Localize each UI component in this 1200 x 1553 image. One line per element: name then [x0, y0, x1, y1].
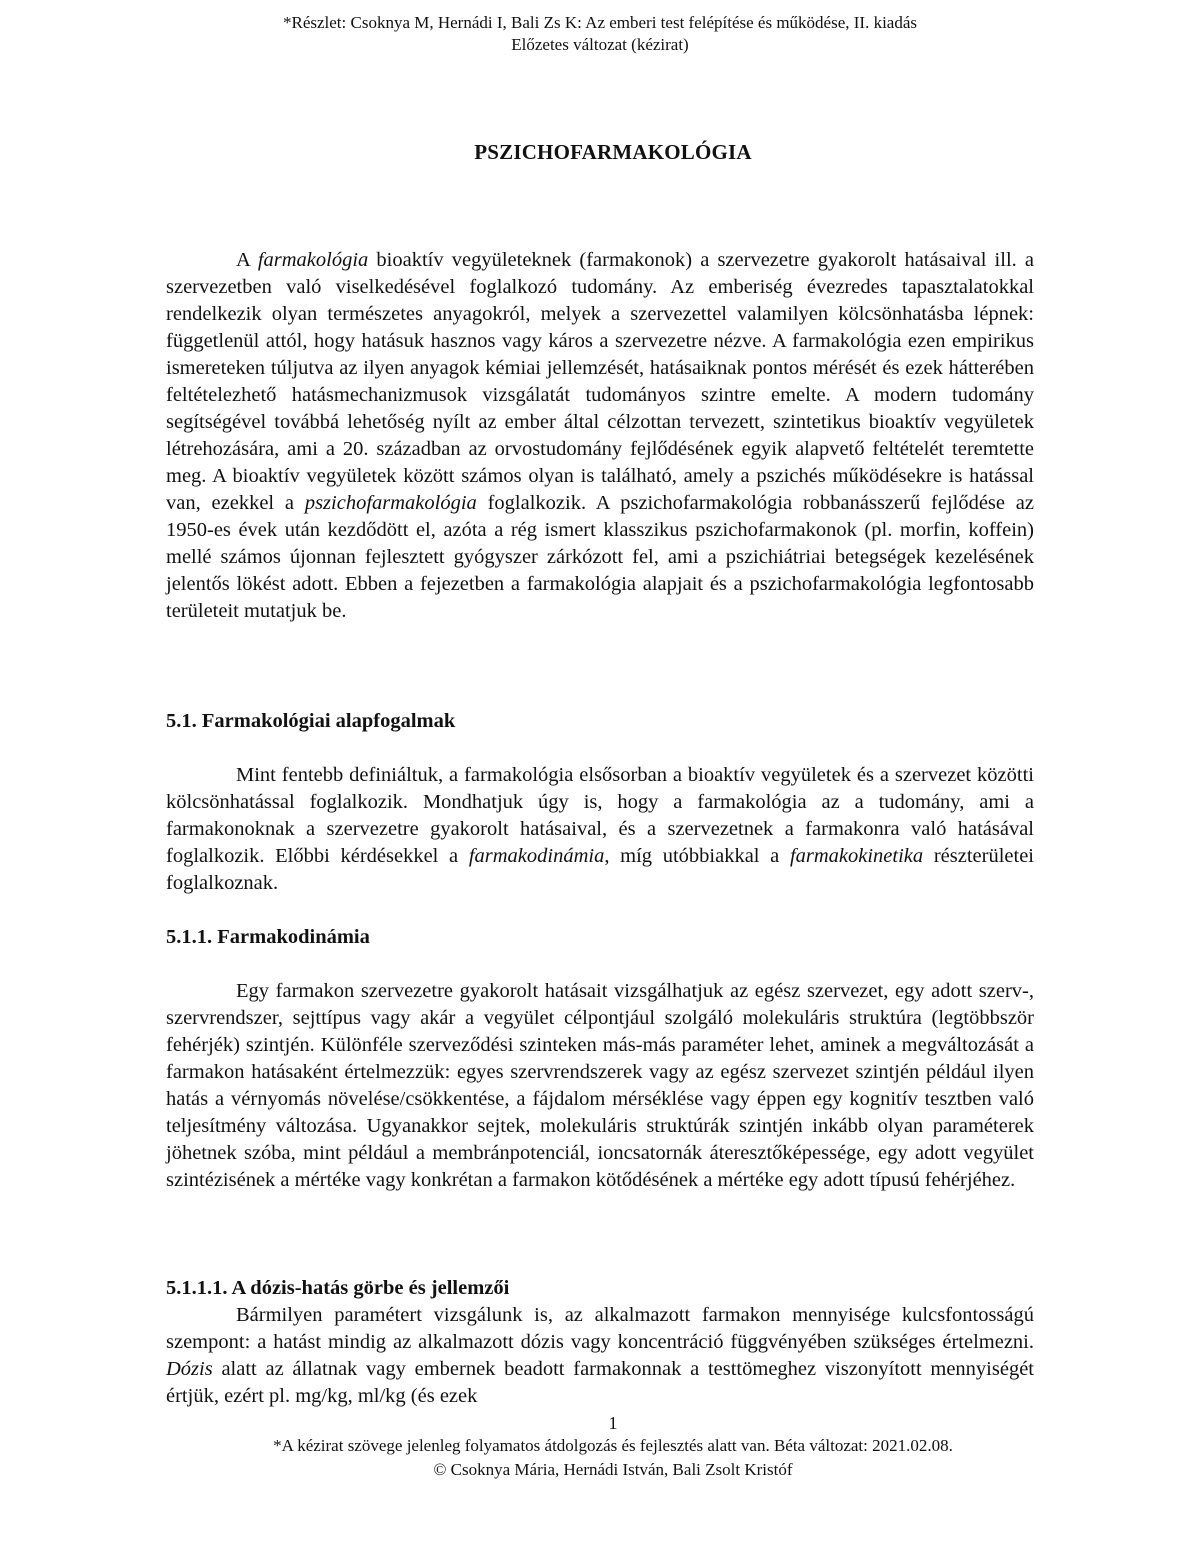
section-5-1-1-1-paragraph [166, 1302, 1034, 1410]
intro-text-3: foglalkozik. A pszichofarmakológia robbanásszerű fejlődése az 1950-es évek után kezdődött el, azóta a rég ismert klasszikus pszichofarmakonok (pl. morfin, koffein) mellé számos újonnan fejlesztett gyógyszer zárkózott fel, ami a pszichiátriai betegségek kezelésének jelentős lökést adott. Ebben a fejezetben a farmakológia alapjait és a pszichofarmakológia legfontosabb területeit mutatjuk be. [166, 492, 1034, 622]
header-version: Előzetes változat (kézirat) [511, 35, 689, 54]
section-5-1-1-1 [166, 1302, 1034, 1410]
intro-term-farmakologia: farmakológia [257, 249, 369, 271]
sec51-text-1: Mint fentebb definiáltuk, a farmakológia elsősorban a bioaktív vegyületek és a szervezet közötti kölcsönhatással foglalkozik. Mondhatjuk úgy is, hogy a farmakológia az a tudomány, ami a farmakonoknak a szervezetre gyakorolt hatásaival, és a szervezetnek a farmakonra való hatásával foglalkozik. Előbbi kérdésekkel a [166, 764, 1034, 867]
header-citation: *Részlet: Csoknya M, Hernádi I, Bali Zs K: Az emberi test felépítése és működése, II. kiadás [282, 13, 918, 32]
section-5-1-1-paragraph: Egy farmakon szervezetre gyakorolt hatásait vizsgálhatjuk az egész szervezet, egy adott szerv-, szervrendszer, sejttípus vagy akár a vegyület célpontjául szolgáló molekuláris struktúra (legtöbbször fehérjék) szintjén. Különféle szerveződési szinteken más-más paraméter lehet, aminek a megváltozását a farmakon hatásaként értelmezzük: egyes szervrendszerek vagy az egész szervezet szintjén például ilyen hatás a vérnyomás növelése/csökkentése, a fájdalom mérséklése vagy éppen egy kognitív tesztben való teljesítmény változása. Ugyanakkor sejtek, molekuláris struktúrák szintjén inkább olyan paraméterek jöhetnek szóba, mint például a membránpotenciál, ioncsatornák áteresztőképessége, egy adott vegyület szintézisének a mértéke vagy konkrétan a farmakon kötődésének a mértéke egy adott típusú fehérjéhez. [166, 980, 1034, 1191]
section-5-1-heading: 5.1. Farmakológiai alapfogalmak [166, 710, 456, 732]
intro-term-pszichofarmakologia: pszichofarmakológia [304, 492, 477, 514]
footer-copyright: © Csoknya Mária, Hernádi István, Bali Zsolt Kristóf [433, 1460, 793, 1479]
section-5-1-1-1-heading-wrap [166, 1275, 1034, 1302]
intro-text-2: bioaktív vegyületeknek (farmakonok) a szervezetre gyakorolt hatásaival ill. a szervezetben való viselkedésével foglalkozó tudomány. Az emberiség évezredes tapasztalatokkal rendelkezik olyan természetes anyagokról, melyek a szervezettel valamilyen kölcsönhatásba lépnek: függetlenül attól, hogy hatásuk hasznos vagy káros a szervezetre nézve. A farmakológia ezen empirikus ismereteken túljutva az ilyen anyagok kémiai jellemzését, hatásaiknak pontos mérését és ezek hátterében feltételezhető hatásmechanizmusok vizsgálatát tudományos szintre emelte. A modern tudomány segítségével továbbá lehetőség nyílt az ember által célzottan tervezett, szintetikus bioaktív vegyületek létrehozására, ami a 20. században az orvostudomány fejlődésének egyik alapvető feltételét teremtette meg. A bioaktív vegyületek között számos olyan is található, amely a pszichés működésekre is hatással van, ezekkel a [166, 249, 1034, 514]
sec51-term-farmakodinamia: farmakodinámia [468, 845, 605, 867]
section-5-1-1-1-heading: 5.1.1.1. A dózis-hatás görbe és jellemzői [166, 1277, 510, 1299]
section-5-1-1-heading-wrap [166, 924, 1034, 951]
intro-section [166, 247, 1034, 625]
sec5111-text-1: Bármilyen paramétert vizsgálunk is, az alkalmazott farmakon mennyisége kulcsfontosságú szempont: a hatást mindig az alkalmazott dózis vagy koncentráció függvényében szükséges értelmezni. [166, 1304, 1034, 1353]
footer-note: *A kézirat szövege jelenleg folyamatos átdolgozás és fejlesztés alatt van. Béta változat: 2021.02.08. [273, 1436, 953, 1455]
sec51-text-3: részterületei foglalkoznak. [166, 845, 1034, 894]
sec51-term-farmakokinetika: farmakokinetika [789, 845, 924, 867]
intro-paragraph [166, 247, 1034, 625]
intro-text-1: A [236, 249, 258, 271]
page-footer [0, 1434, 1200, 1482]
page-header [0, 12, 1200, 56]
section-5-1-paragraph [166, 762, 1034, 897]
sec51-text-2: , míg utóbbiakkal a [604, 845, 790, 867]
sec5111-text-2: alatt az állatnak vagy embernek beadott farmakonnak a testtömeghez viszonyított mennyiségét értjük, ezért pl. mg/kg, ml/kg (és ezek [166, 1358, 1034, 1407]
section-5-1-heading-wrap [166, 708, 1034, 735]
chapter-title: PSZICHOFARMAKOLÓGIA [474, 140, 752, 164]
sec5111-term-dozis: Dózis [166, 1358, 213, 1380]
page-number: 1 [608, 1413, 618, 1433]
section-5-1-1-heading: 5.1.1. Farmakodinámia [166, 926, 370, 948]
section-5-1 [166, 762, 1034, 897]
section-5-1-1 [166, 978, 1034, 1194]
